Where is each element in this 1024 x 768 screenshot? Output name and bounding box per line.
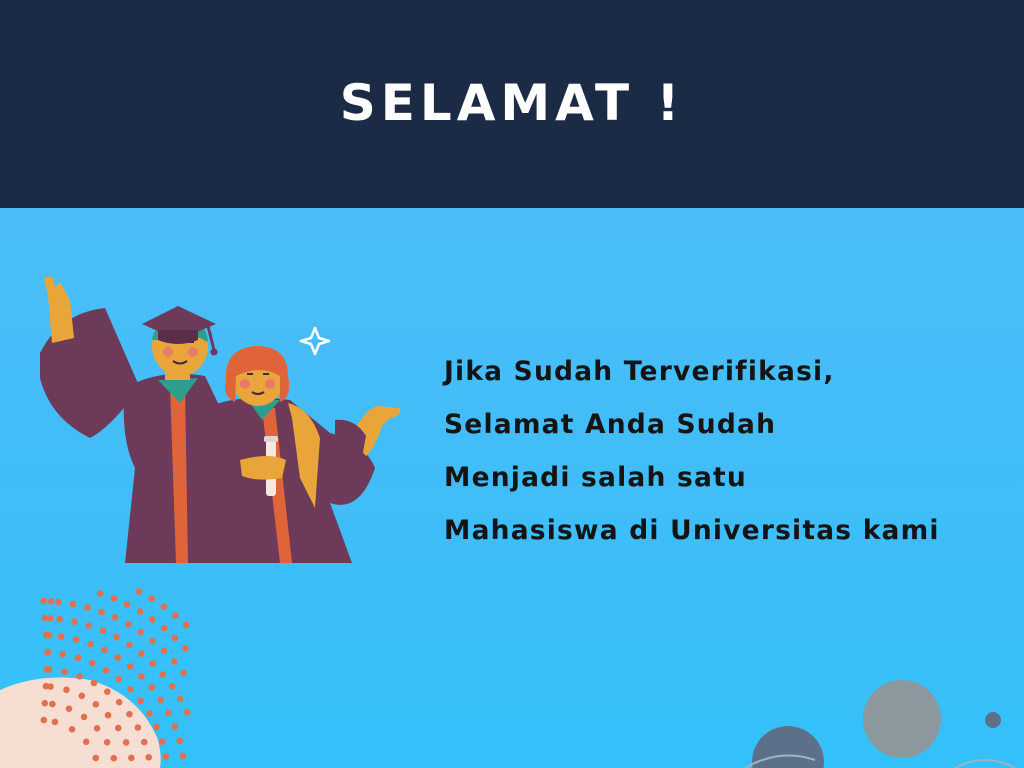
decor-dot — [48, 598, 55, 605]
decor-dot — [172, 612, 179, 619]
decor-dot — [180, 670, 187, 677]
decor-dot — [94, 725, 101, 732]
decor-dot — [47, 615, 54, 622]
decor-dot — [63, 687, 70, 694]
decor-dot — [104, 739, 111, 746]
message-line: Selamat Anda Sudah — [444, 409, 777, 440]
decor-dot — [61, 668, 68, 675]
decor-dot — [153, 724, 160, 731]
decor-dot — [172, 635, 179, 642]
decor-dot — [184, 709, 191, 716]
decor-dot — [73, 636, 80, 643]
decor-dot — [113, 634, 120, 641]
decor-dot — [182, 645, 189, 652]
decor-dot — [100, 627, 107, 634]
decor-dot — [125, 621, 132, 628]
decor-dot — [138, 673, 145, 680]
decor-dot — [83, 739, 90, 746]
decor-dot — [169, 683, 176, 690]
decor-dot — [44, 666, 51, 673]
gray-circle-shape — [863, 680, 941, 758]
slate-circle-shape — [752, 726, 824, 768]
decor-dot — [75, 654, 82, 661]
decor-dot — [137, 698, 144, 705]
decor-dot — [145, 754, 152, 761]
decor-dot — [112, 614, 119, 621]
decor-dot — [41, 717, 48, 724]
decor-dot — [46, 632, 53, 639]
decor-dot — [171, 658, 178, 665]
decor-dot — [116, 699, 123, 706]
decor-dot — [176, 738, 183, 745]
decor-dot — [91, 680, 98, 687]
page-title: SELAMAT ! — [339, 74, 685, 132]
decor-dot — [126, 642, 133, 649]
decor-dot — [149, 616, 156, 623]
decor-dot — [58, 633, 65, 640]
decor-dot — [79, 693, 86, 700]
decor-dot — [69, 726, 76, 733]
decor-dot — [49, 701, 56, 708]
decor-dot — [86, 622, 93, 629]
decor-dot — [135, 724, 142, 731]
decor-dot — [103, 667, 110, 674]
decor-dot — [148, 684, 155, 691]
decor-dot — [172, 723, 179, 730]
decor-dot — [98, 609, 105, 616]
decor-dot — [70, 601, 77, 608]
decor-dot — [127, 686, 134, 693]
decor-dot — [183, 622, 190, 629]
arc-outline-shape — [955, 760, 1015, 768]
decor-dot — [126, 711, 133, 718]
decor-dot — [42, 700, 49, 707]
peach-blob-shape — [0, 678, 161, 768]
decor-dot — [141, 739, 148, 746]
decor-dot — [45, 649, 52, 656]
message-line: Jika Sudah Terverifikasi, — [444, 356, 835, 387]
message-line: Mahasiswa di Universitas kami — [444, 515, 940, 546]
decor-dot — [148, 595, 155, 602]
decor-dot — [123, 739, 130, 746]
decor-dot — [111, 595, 118, 602]
decor-dot — [105, 712, 112, 719]
decor-dot — [52, 719, 59, 726]
decor-dot — [127, 663, 134, 670]
decor-dot — [56, 616, 63, 623]
decor-dot — [163, 753, 170, 760]
decor-dot — [149, 638, 156, 645]
decor-dot — [161, 647, 168, 654]
decor-dot — [138, 650, 145, 657]
decor-dot — [81, 714, 88, 721]
decor-dot — [89, 660, 96, 667]
decor-dot — [115, 725, 122, 732]
decor-dot — [87, 641, 94, 648]
decor-dot — [160, 671, 167, 678]
decor-dot — [84, 604, 91, 611]
decor-dot — [101, 647, 108, 654]
decor-dot — [43, 683, 50, 690]
decor-dot — [115, 676, 122, 683]
decor-dot — [161, 625, 168, 632]
decor-dot — [158, 697, 165, 704]
decor-dot — [66, 705, 73, 712]
decor-dot — [71, 618, 78, 625]
decor-dot — [111, 755, 118, 762]
decor-dot — [177, 696, 184, 703]
decor-dot — [104, 688, 111, 695]
message-line: Menjadi salah satu — [444, 462, 747, 493]
decor-dot — [138, 629, 145, 636]
decor-dot — [136, 588, 143, 595]
decor-dot — [60, 651, 67, 658]
decor-dot — [55, 599, 62, 606]
decor-dot — [146, 710, 153, 717]
decor-dot — [93, 701, 100, 708]
decor-dot — [180, 753, 187, 760]
decor-dot — [159, 738, 166, 745]
decor-dot — [161, 603, 168, 610]
decor-dot — [97, 590, 104, 597]
decor-dot — [40, 598, 47, 605]
decor-dot — [137, 608, 144, 615]
decor-dot — [124, 601, 131, 608]
decor-dot — [76, 673, 83, 680]
small-dot-shape — [985, 712, 1001, 728]
decor-dot — [165, 710, 172, 717]
decor-dot — [114, 654, 121, 661]
decor-dot — [149, 660, 156, 667]
decor-dot — [128, 755, 135, 762]
decor-dot — [93, 755, 100, 762]
